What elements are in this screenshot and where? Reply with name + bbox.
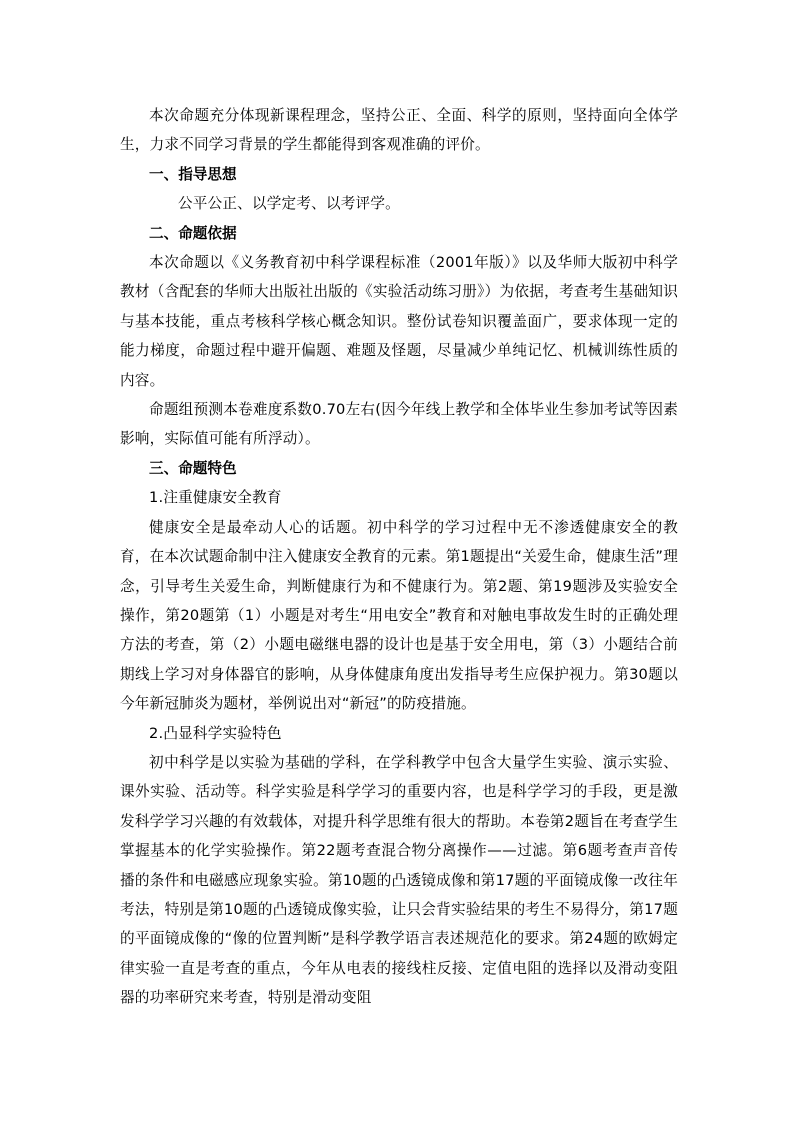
guiding-thought-paragraph: 公平公正、以学定考、以考评学。 bbox=[178, 195, 400, 213]
subheading-experiments: 2.凸显科学实验特色 bbox=[149, 724, 282, 742]
document-body bbox=[120, 101, 678, 1013]
section-heading-guiding-thought: 一、指导思想 bbox=[149, 165, 237, 183]
intro-paragraph: 本次命题充分体现新课程理念，坚持公正、全面、科学的原则，坚持面向全体学生，力求不同学习背景的学生都能得到客观准确的评价。 bbox=[120, 107, 678, 154]
experiments-paragraph: 初中科学是以实验为基础的学科，在学科教学中包含大量学生实验、演示实验、课外实验、活动等。科学实验是科学学习的重要内容，也是科学学习的手段，更是激发科学学习兴趣的有效载体，对提升科学思维有很大的帮助。本卷第2题旨在考查学生掌握基本的化学实验操作。第22题考查混合物分离操作——过滤。第6题考查声音传播的条件和电磁感应现象实验。第10题的凸透镜成像和第17题的平面镜成像一改往年考法，特别是第10题的凸透镜成像实验，让只会背实验结果的考生不易得分，第17题的平面镜成像的“像的位置判断”是科学教学语言表述规范化的要求。第24题的欧姆定律实验一直是考查的重点，今年从电表的接线柱反接、定值电阻的选择以及滑动变阻器的功率研究来考查，特别是滑动变阻 bbox=[120, 753, 678, 1007]
subheading-health-safety: 1.注重健康安全教育 bbox=[149, 489, 282, 507]
section-heading-features: 三、命题特色 bbox=[149, 459, 237, 477]
difficulty-paragraph: 命题组预测本卷难度系数0.70左右(因今年线上教学和全体毕业生参加考试等因素影响，实际值可能有所浮动）。 bbox=[120, 401, 678, 448]
section-heading-basis: 二、命题依据 bbox=[149, 224, 237, 242]
basis-paragraph: 本次命题以《义务教育初中科学课程标准（2001年版）》以及华师大版初中科学教材（含配套的华师大出版社出版的《实验活动练习册》）为依据，考查考生基础知识与基本技能，重点考核科学核心概念知识。整份试卷知识覆盖面广，要求体现一定的能力梯度，命题过程中避开偏题、难题及怪题，尽量减少单纯记忆、机械训练性质的内容。 bbox=[120, 254, 678, 389]
health-safety-paragraph: 健康安全是最牵动人心的话题。初中科学的学习过程中无不渗透健康安全的教育，在本次试题命制中注入健康安全教育的元素。第1题提出“关爱生命，健康生活”理念，引导考生关爱生命，判断健康行为和不健康行为。第2题、第19题涉及实验安全操作，第20题第（1）小题是对考生“用电安全”教育和对触电事故发生时的正确处理方法的考查，第（2）小题电磁继电器的设计也是基于安全用电，第（3）小题结合前期线上学习对身体器官的影响，从身体健康角度出发指导考生应保护视力。第30题以今年新冠肺炎为题材，举例说出对“新冠”的防疫措施。 bbox=[120, 518, 678, 713]
